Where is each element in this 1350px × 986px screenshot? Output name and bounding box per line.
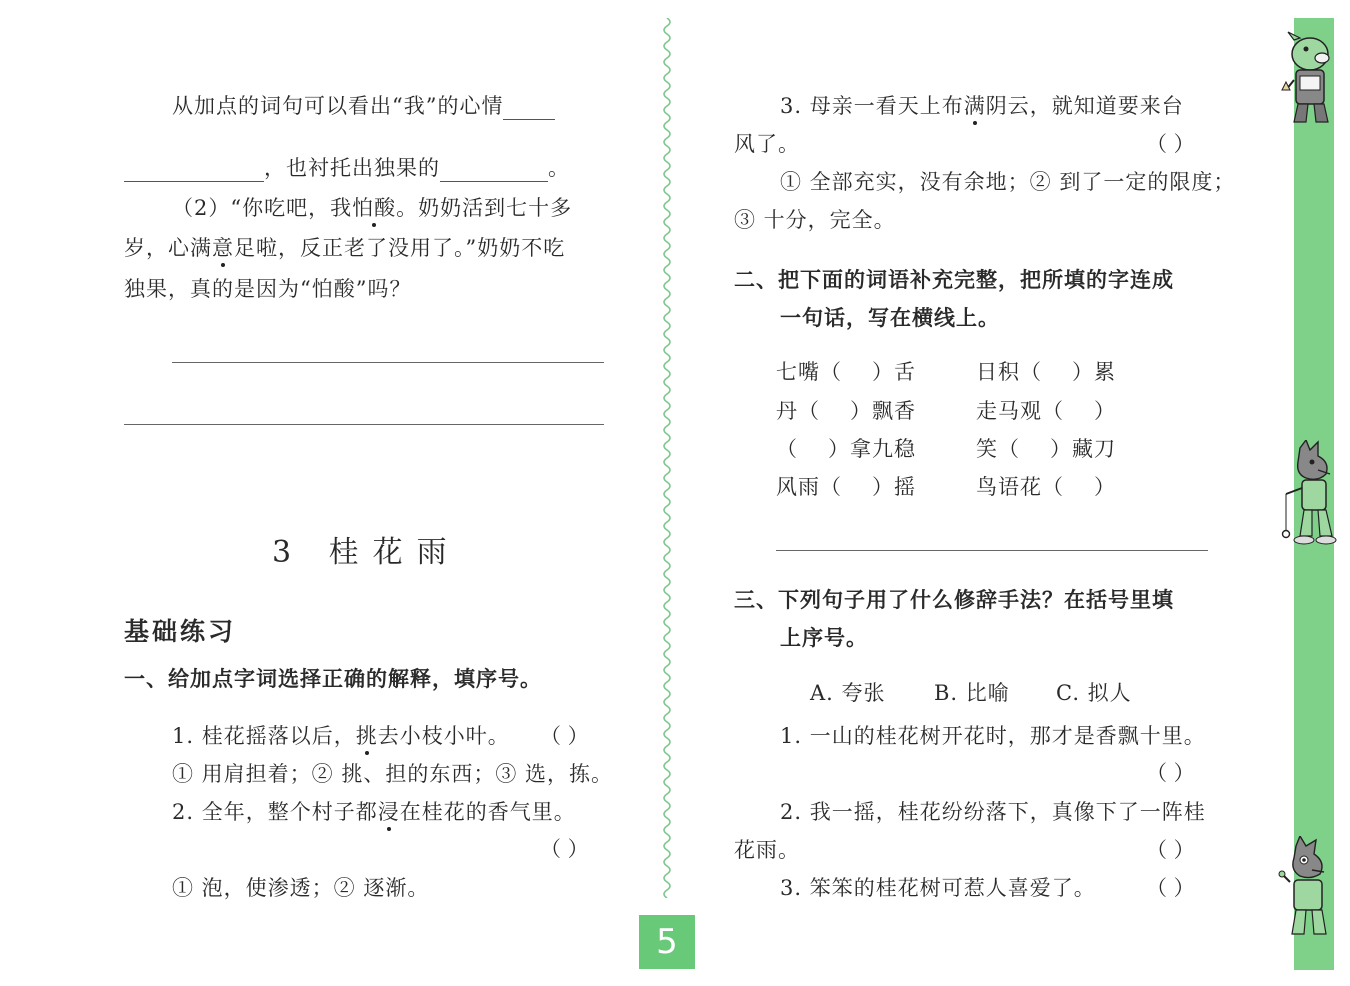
dotted-char: 挑	[356, 720, 378, 750]
item-3-line2: 风了。	[734, 132, 800, 156]
rhetoric-item-1: 1. 一山的桂花树开花时，那才是香飘十里。	[780, 724, 1206, 748]
wolf-yoyo-mascot-icon	[1278, 440, 1338, 550]
dotted-phrase: 满意足	[190, 232, 256, 262]
idiom-item: 风雨（ ）摇	[776, 475, 916, 499]
section-2-title: 二、把下面的词语补充完整，把所填的字连成	[734, 268, 1174, 292]
answer-line[interactable]	[776, 550, 1208, 551]
lesson-title: 3 桂花雨	[272, 535, 461, 570]
idiom-item: 走马观（ ）	[976, 399, 1116, 423]
answer-parens[interactable]: （ ）	[540, 837, 589, 861]
item-3: 3. 母亲一看天上布满阴云，就知道要来台	[780, 90, 1184, 120]
rhetoric-item-2: 2. 我一摇，桂花纷纷落下，真像下了一阵桂	[780, 800, 1206, 824]
left-page	[0, 0, 664, 986]
section-basic-practice: 基础练习	[124, 617, 237, 646]
question-2-line2: 岁，心满意足啦，反正老了没用了。”奶奶不吃	[124, 232, 565, 262]
answer-blank[interactable]	[503, 97, 555, 120]
answer-parens[interactable]: （ ）	[1146, 761, 1195, 785]
section-3-title-2: 上序号。	[780, 626, 868, 650]
dotted-char: 满	[964, 90, 986, 120]
rhetoric-item-2-line2: 花雨。	[734, 838, 800, 862]
idiom-item: 笑（ ）藏刀	[976, 437, 1116, 461]
pig-mascot-icon	[1276, 30, 1338, 126]
question-2-line3: 独果，真的是因为“怕酸”吗？	[124, 277, 412, 301]
rhetoric-item-3: 3. 笨笨的桂花树可惹人喜爱了。	[780, 876, 1096, 900]
idiom-item: 丹（ ）飘香	[776, 399, 916, 423]
question-intro: 从加点的词句可以看出“我”的心情	[172, 90, 555, 120]
section-1-title: 一、给加点字词选择正确的解释，填序号。	[124, 667, 542, 691]
answer-blank[interactable]	[440, 159, 548, 182]
squiggle-divider	[660, 18, 674, 898]
dotted-char: 浸	[378, 796, 400, 826]
answer-parens[interactable]: （ ）	[1146, 876, 1195, 900]
idiom-item: 日积（ ）累	[976, 360, 1116, 384]
item-1-options: ① 用肩担着；② 挑、担的东西；③ 选，拣。	[172, 762, 614, 786]
item-2-options: ① 泡，使渗透；② 逐渐。	[172, 876, 430, 900]
answer-blank[interactable]	[124, 159, 264, 182]
wolf-mascot-icon	[1276, 836, 1338, 940]
answer-parens[interactable]: （ ）	[1146, 132, 1195, 156]
item-3-options-2: ③ 十分，完全。	[734, 208, 896, 232]
answer-parens[interactable]: （ ）	[1146, 838, 1195, 862]
idiom-item: （ ）拿九稳	[776, 437, 916, 461]
option-c: C. 拟人	[1056, 681, 1132, 705]
question-tail: ，也衬托出独果的 。	[124, 152, 570, 182]
answer-parens[interactable]: （ ）	[540, 724, 589, 748]
idiom-item: 鸟语花（ ）	[976, 475, 1116, 499]
idiom-item: 七嘴（ ）舌	[776, 360, 916, 384]
item-3-options: ① 全部充实，没有余地；② 到了一定的限度；	[780, 170, 1236, 194]
option-b: B. 比喻	[934, 681, 1010, 705]
page-number: 5	[639, 915, 695, 969]
section-3-title: 三、下列句子用了什么修辞手法？在括号里填	[734, 588, 1174, 612]
section-2-title-2: 一句话，写在横线上。	[780, 306, 1000, 330]
answer-line[interactable]	[124, 424, 604, 425]
option-a: A. 夸张	[810, 681, 886, 705]
question-2-line1: （2）“你吃吧，我怕酸。奶奶活到七十多	[172, 192, 572, 222]
dotted-phrase: 怕酸	[352, 192, 396, 222]
right-page	[676, 0, 1290, 986]
answer-line[interactable]	[172, 362, 604, 363]
item-2: 2. 全年，整个村子都浸在桂花的香气里。	[172, 796, 576, 826]
item-1: 1. 桂花摇落以后，挑去小枝小叶。	[172, 720, 510, 750]
